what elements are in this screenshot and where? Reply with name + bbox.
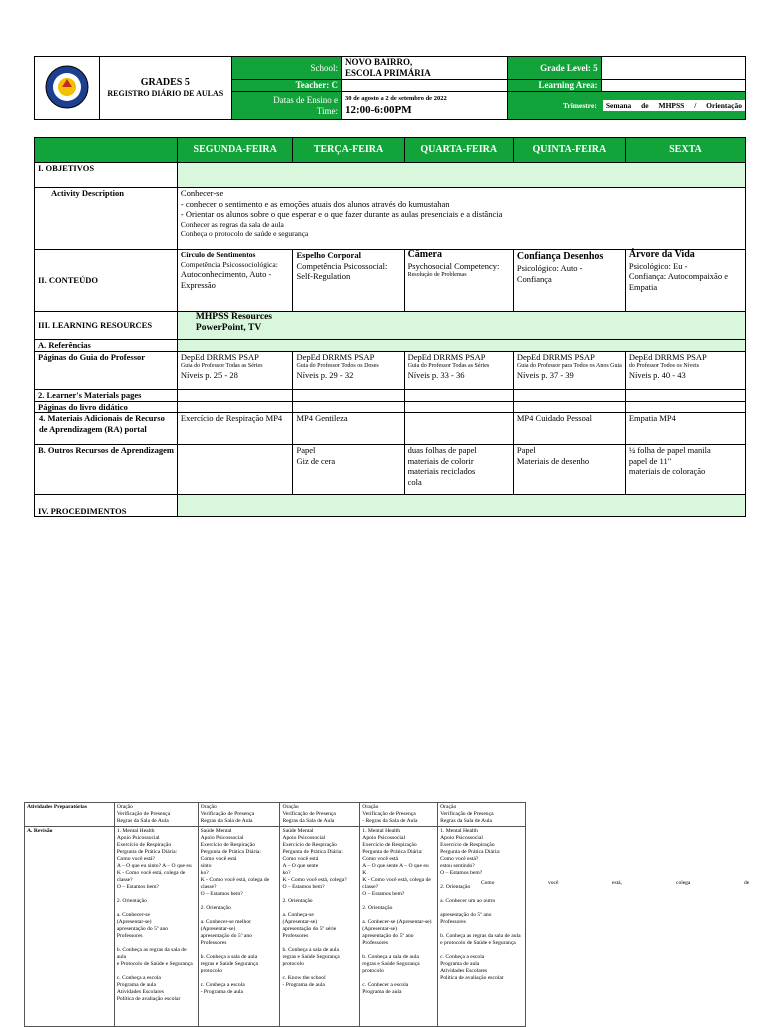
guia-line: DepEd DRRMS PSAP <box>407 351 486 362</box>
materiais-label: 4. Materiais Adicionais de Recurso de Aprendizagem (RA) portal <box>35 413 178 445</box>
outros-cell: duas folhas de papel materiais de colorir materiais reciclados cola <box>404 445 513 495</box>
grade-level-label: Grade Level: 5 <box>507 57 601 80</box>
day-header: QUARTA-FEIRA <box>404 138 513 163</box>
revisao-label: A. Revisão <box>25 827 115 1027</box>
procedimentos-value <box>177 495 745 517</box>
outros-cell <box>177 445 293 495</box>
revisao-cell: 1. Mental Health Apoio Psicossocial Exercício de Respiração Pergunta de Prática Diária: Como você está A – O que sente A – O que eu K K - Como você está, colega de classe? O – Estamos bem? 2. Orientação a. Conhecer-se (Apresentar-se) (Apresentar-se) apresentação do 5º ano Professores b. Conheça a sala de aula regras e Saúde Segurança protocolo c. Conhecer a escola Programa de aula <box>360 827 438 1027</box>
conteudo-body: Confiança: Autocompaixão e Empatia <box>628 271 728 292</box>
revisao-cell: Saúde Mental Apoio Psicossocial Exercício de Respiração Pergunta de Prática Diária: Como você está sinto ko? K - Como você está, colega de classe? O – Estamos bem? 2. Orientação a. Conhecer-se melhor (Apresentar-se) apresentação do 5º ano Professores b. Conheça a sala de aula regras e Saúde Segurança protocolo c. Conheça a escola - Programa de aula <box>198 827 280 1027</box>
stray-word: Como <box>481 880 495 886</box>
conteudo-body: Resolução de Problemas <box>407 272 467 278</box>
guia-label: Páginas do Guia do Professor <box>35 351 178 389</box>
guia-line: Guia do Professor Todas as Séries <box>407 363 490 369</box>
conteudo-cell <box>404 250 513 312</box>
conteudo-title: Espelho Corporal <box>296 250 361 260</box>
guia-line: Níveis p. 29 - 32 <box>296 370 354 380</box>
conteudo-title: Câmera <box>407 249 442 260</box>
guia-cell <box>293 351 404 389</box>
conteudo-sub: Competência Psicossociológica: <box>180 259 278 269</box>
conteudo-cell <box>513 250 625 312</box>
day-header: TERÇA-FEIRA <box>293 138 404 163</box>
materiais-cell: MP4 Gentileza <box>293 413 404 445</box>
conteudo-title: Árvore da Vida <box>628 249 695 260</box>
conteudo-cell <box>177 250 293 312</box>
grade-level-value <box>601 57 745 80</box>
outros-cell: Papel Materiais de desenho <box>513 445 625 495</box>
time-value: 12:00-6:00PM <box>344 103 412 116</box>
guia-line: Guia do Professor Todos os Doses <box>296 363 379 369</box>
empty-cell <box>293 389 404 401</box>
activity-description <box>177 188 745 250</box>
resources-value: MHPSS Resources PowerPoint, TV <box>177 312 745 340</box>
school-value: NOVO BAIRRO, ESCOLA PRIMÁRIA <box>341 57 507 80</box>
guia-cell <box>177 351 293 389</box>
form-title: GRADES 5 <box>140 77 190 88</box>
materiais-cell: Empatia MP4 <box>625 413 745 445</box>
dates-label: Datas de Ensino e <box>273 94 338 105</box>
prep-cell: Oração Verificação de Presença Regras da Sala de Aula <box>438 803 526 827</box>
day-header: QUINTA-FEIRA <box>513 138 625 163</box>
stray-word: está, <box>612 880 622 886</box>
activity-line: - Orientar os alunos sobre o que esperar e o que fazer durante as aulas presenciais e a distância <box>180 209 503 219</box>
guia-line: DepEd DRRMS PSAP <box>180 351 259 362</box>
day-header: SEGUNDA-FEIRA <box>177 138 293 163</box>
learning-area-value <box>601 80 745 92</box>
guia-line: Guia do Professor Todas as Séries <box>180 363 263 369</box>
quarter-label: Trimestre: <box>562 101 597 110</box>
outros-cell: Papel Giz de cera <box>293 445 404 495</box>
guia-line: do Professor Todos os Níveis <box>628 363 699 369</box>
header-table <box>34 56 746 120</box>
livro-label: Páginas do livro didático <box>35 401 178 413</box>
revisao-cell: 1. Mental Health Apoio Psicossocial Exercício de Respiração Pergunta de Prática Diária: Como você está? A – O que eu sinto? A – O que eu K - Como você está, colega de classe? O – Estamos bem? 2. Orientação a. Conhecer-se (Apresentar-se) apresentação do 5º ano Professores b. Conheça as regras da sala de aula e Protocolo de Saúde e Segurança c. Conheça a escola Programa de aula Atividades Escolares Política de avaliação escolar <box>114 827 198 1027</box>
guia-line: Níveis p. 40 - 43 <box>628 370 686 380</box>
conteudo-cell <box>293 250 404 312</box>
quarter-value: Semana de MHPSS / Orientação <box>603 100 745 111</box>
school-label: School: <box>231 57 341 80</box>
teacher-value <box>341 80 507 92</box>
empty-cell <box>293 401 404 413</box>
empty-cell <box>177 401 293 413</box>
conteudo-sub: Competência Psicossocial: <box>296 260 388 271</box>
conteudo-sub: Psicológico: Auto - <box>516 263 583 273</box>
empty-cell <box>513 401 625 413</box>
materiais-cell: Exercício de Respiração MP4 <box>177 413 293 445</box>
conteudo-label: II. CONTEÚDO <box>35 250 178 312</box>
guia-line: DepEd DRRMS PSAP <box>628 351 707 362</box>
days-header-row <box>35 138 746 163</box>
outros-label: B. Outros Recursos de Aprendizagem <box>35 445 178 495</box>
guia-line: Níveis p. 25 - 28 <box>180 370 238 380</box>
stray-word: de <box>744 880 750 886</box>
conteudo-sub: Psychosocial Competency: <box>407 260 500 271</box>
procedures-table <box>24 802 526 1027</box>
guia-cell <box>404 351 513 389</box>
procedimentos-label: IV. PROCEDIMENTOS <box>35 495 178 517</box>
empty-cell <box>625 401 745 413</box>
guia-cell <box>513 351 625 389</box>
resources-label: III. LEARNING RESOURCES <box>35 312 178 340</box>
prep-cell: Oração Verificação de Presença Regras da Sala de Aula <box>280 803 360 827</box>
guia-cell <box>625 351 745 389</box>
guia-line: Níveis p. 33 - 36 <box>407 370 465 380</box>
empty-cell <box>177 389 293 401</box>
referencias-label: A. Referências <box>35 340 178 352</box>
deped-seal-cell <box>35 57 100 120</box>
referencias-value <box>177 340 745 352</box>
materiais-cell: MP4 Cuidado Pessoal <box>513 413 625 445</box>
learning-area-label: Learning Area: <box>507 80 601 92</box>
quarter-cell <box>507 92 745 120</box>
dates-value-cell <box>341 92 507 120</box>
lesson-plan-table <box>34 137 746 517</box>
form-subtitle: REGISTRO DIÁRIO DE AULAS <box>107 89 224 98</box>
conteudo-body: Confiança <box>516 273 552 284</box>
prep-cell: Oração Verificação de Presença Regras da Sala de Aula <box>114 803 198 827</box>
conteudo-title: Confiança Desenhos <box>516 251 604 262</box>
empty-cell <box>513 389 625 401</box>
objetivos-value <box>177 163 745 188</box>
prep-label: Atividades Preparatórias <box>25 803 115 827</box>
conteudo-title: Círculo de Sentimentos <box>180 250 256 259</box>
activity-line: Conheça o protocolo de saúde e segurança <box>180 229 309 238</box>
stray-word: você <box>548 880 559 886</box>
guia-line: DepEd DRRMS PSAP <box>296 351 375 362</box>
time-label: Time: <box>316 105 338 116</box>
learner-label: 2. Learner's Materials pages <box>35 389 178 401</box>
prep-cell: Oração Verificação de Presença - Regras da Sala de Aula <box>360 803 438 827</box>
guia-line: DepEd DRRMS PSAP <box>516 351 595 362</box>
deped-seal-logo <box>38 64 96 110</box>
empty-cell <box>404 401 513 413</box>
title-cell <box>100 57 232 120</box>
objetivos-label: I. OBJETIVOS <box>35 163 178 188</box>
conteudo-body: Self-Regulation <box>296 271 351 281</box>
day-header: SEXTA <box>625 138 745 163</box>
conteudo-cell <box>625 250 745 312</box>
activity-label: Activity Description <box>35 188 178 250</box>
conteudo-sub: Psicológico: Eu - <box>628 260 688 271</box>
corner-cell <box>35 138 178 163</box>
revisao-cell: Saúde Mental Apoio Psicossocial Exercício de Respiração Pergunta de Prática Diária: Como você está A – O que sente ko? K - Como você está, colega? O – Estamos bem? 2. Orientação a. Conheça-se (Apresentar-se) apresentação do 5º série Professores b. Conheça a sala de aula regras e Saúde Segurança protocolo c. Know the school - Programa de aula <box>280 827 360 1027</box>
activity-line: Conhecer as regras da sala de aula <box>180 219 284 229</box>
outros-cell: ¼ folha de papel manila papel de 11" materiais de coloração <box>625 445 745 495</box>
teacher-label: Teacher: C <box>231 80 341 92</box>
dates-label-cell <box>231 92 341 120</box>
stray-word: colega <box>676 880 691 886</box>
revisao-cell: 1. Mental Health Apoio Psicossocial Exercício de Respiração Pergunta de Prática Diária: Como você está? estou sentindo? O – Estamos bem? 2. Orientação a. Conhecer um ao outro apresentação do 5º ano Professores b. Conheça as regras da sala de aula e protocolo de Saúde e Segurança c. Conheça a escola Programa de aula Atividades Escolares Política de avaliação escolar <box>438 827 526 1027</box>
activity-line: - conhecer o sentimento e as emoções atuais dos alunos através do kumustahan <box>180 198 450 209</box>
dates-value: 30 de agosto a 2 de setembro de 2022 <box>344 94 447 102</box>
prep-cell: Oração Verificação de Presença Regras da Sala de Aula <box>198 803 280 827</box>
activity-line: Conhecer-se <box>180 188 224 198</box>
guia-line: Guia do Professor para Todos os Anos Guia <box>516 363 622 369</box>
empty-cell <box>625 389 745 401</box>
guia-line: Níveis p. 37 - 39 <box>516 370 574 380</box>
empty-cell <box>404 389 513 401</box>
materiais-cell <box>404 413 513 445</box>
conteudo-body: Autoconhecimento, Auto - Expressão <box>180 269 272 290</box>
